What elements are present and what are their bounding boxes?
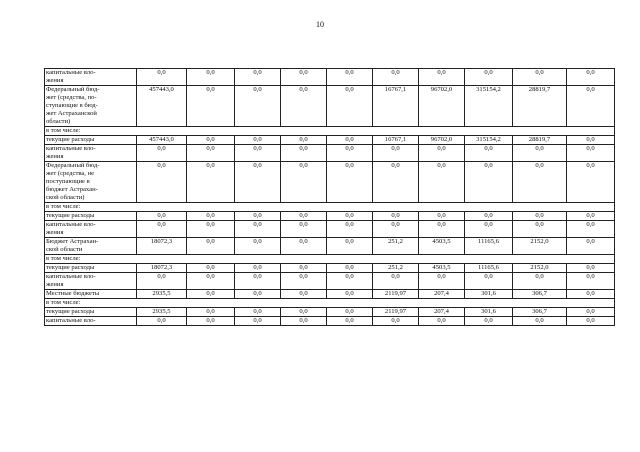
table-cell: 2935,5 [137, 308, 187, 317]
row-group-label: в том числе: [45, 299, 615, 308]
table-cell: 4503,5 [419, 264, 465, 273]
table-cell: 0,0 [281, 290, 327, 299]
row-label: Местные бюджеты [45, 290, 137, 299]
table-cell: 0,0 [465, 317, 513, 326]
table-cell: 2119,97 [373, 290, 419, 299]
table-cell: 315154,2 [465, 86, 513, 127]
table-cell: 306,7 [513, 290, 567, 299]
table-cell: 0,0 [513, 69, 567, 86]
table-cell: 0,0 [513, 221, 567, 238]
table-cell: 0,0 [235, 308, 281, 317]
table-cell: 0,0 [567, 238, 615, 255]
table-cell: 0,0 [567, 290, 615, 299]
table-cell: 0,0 [327, 86, 373, 127]
table-cell: 0,0 [419, 273, 465, 290]
table-cell: 2152,0 [513, 238, 567, 255]
table-row [45, 86, 615, 127]
row-label: Федеральный бюд- жет (средства, не поступающие в бюджет Астрахан- ской области) [45, 162, 137, 203]
table-cell: 0,0 [187, 273, 235, 290]
table-cell: 0,0 [513, 317, 567, 326]
table-row [45, 145, 615, 162]
table-cell: 0,0 [513, 212, 567, 221]
table-row [45, 308, 615, 317]
table-cell: 18072,3 [137, 238, 187, 255]
table-row [45, 221, 615, 238]
table-cell: 0,0 [235, 212, 281, 221]
table-cell: 0,0 [419, 317, 465, 326]
table-cell: 0,0 [465, 162, 513, 203]
table-cell: 2152,0 [513, 264, 567, 273]
row-label: капитальные вло- жения [45, 145, 137, 162]
row-group-label: в том числе: [45, 255, 615, 264]
row-group-label: в том числе: [45, 203, 615, 212]
table-cell: 0,0 [187, 238, 235, 255]
table-cell: 0,0 [465, 69, 513, 86]
table-cell: 0,0 [281, 212, 327, 221]
table-row [45, 317, 615, 326]
table-cell: 0,0 [327, 136, 373, 145]
row-label: Бюджет Астрахан- ской области [45, 238, 137, 255]
table-cell: 306,7 [513, 308, 567, 317]
table-cell: 0,0 [235, 136, 281, 145]
table-cell: 0,0 [327, 308, 373, 317]
table-cell: 0,0 [567, 317, 615, 326]
table-cell: 207,4 [419, 290, 465, 299]
table-cell: 457443,0 [137, 136, 187, 145]
table-cell: 0,0 [235, 317, 281, 326]
table-cell: 0,0 [419, 69, 465, 86]
page-number: 10 [316, 20, 324, 29]
table-cell: 0,0 [187, 221, 235, 238]
table-cell: 207,4 [419, 308, 465, 317]
table-cell: 0,0 [281, 238, 327, 255]
table-cell: 11165,6 [465, 238, 513, 255]
table-cell: 0,0 [373, 145, 419, 162]
table-cell: 16767,1 [373, 136, 419, 145]
table-cell: 18072,3 [137, 264, 187, 273]
table-cell: 0,0 [513, 273, 567, 290]
table-cell: 0,0 [567, 162, 615, 203]
table-cell: 0,0 [513, 145, 567, 162]
table-cell: 0,0 [567, 86, 615, 127]
table-cell: 0,0 [465, 212, 513, 221]
table-cell: 251,2 [373, 238, 419, 255]
table-cell: 0,0 [373, 273, 419, 290]
table-cell: 0,0 [567, 221, 615, 238]
table-cell: 16767,1 [373, 86, 419, 127]
table-cell: 0,0 [235, 273, 281, 290]
table-cell: 2119,97 [373, 308, 419, 317]
table-row [45, 290, 615, 299]
row-label: капитальные вло- жения [45, 221, 137, 238]
table-cell: 0,0 [281, 86, 327, 127]
table-cell: 0,0 [465, 221, 513, 238]
table-cell: 0,0 [281, 273, 327, 290]
table-cell: 0,0 [327, 317, 373, 326]
table-cell: 0,0 [281, 69, 327, 86]
table-cell: 0,0 [327, 290, 373, 299]
row-label: текущие расходы [45, 308, 137, 317]
table-cell: 0,0 [567, 264, 615, 273]
table-cell: 0,0 [235, 264, 281, 273]
table-cell: 251,2 [373, 264, 419, 273]
table-row [45, 69, 615, 86]
table-row [45, 299, 615, 308]
table-cell: 0,0 [137, 145, 187, 162]
table-cell: 0,0 [327, 221, 373, 238]
table-cell: 0,0 [373, 162, 419, 203]
table-cell: 0,0 [187, 212, 235, 221]
table-cell: 0,0 [373, 221, 419, 238]
table-row [45, 162, 615, 203]
table-cell: 0,0 [137, 273, 187, 290]
table-cell: 0,0 [327, 238, 373, 255]
table-cell: 4503,5 [419, 238, 465, 255]
table-cell: 0,0 [235, 238, 281, 255]
table-row [45, 273, 615, 290]
table-cell: 0,0 [567, 69, 615, 86]
table-cell: 0,0 [567, 308, 615, 317]
table-cell: 0,0 [465, 145, 513, 162]
table-cell: 0,0 [281, 264, 327, 273]
row-label: капитальные вло- [45, 317, 137, 326]
table-row [45, 238, 615, 255]
table-cell: 0,0 [419, 145, 465, 162]
table-cell: 0,0 [235, 69, 281, 86]
table-cell: 0,0 [137, 317, 187, 326]
table-cell: 457443,0 [137, 86, 187, 127]
table-cell: 0,0 [187, 290, 235, 299]
table-cell: 0,0 [187, 264, 235, 273]
table-cell: 0,0 [327, 273, 373, 290]
table-row [45, 264, 615, 273]
budget-table [44, 68, 615, 326]
table-cell: 0,0 [187, 69, 235, 86]
table-cell: 0,0 [567, 273, 615, 290]
table-cell: 0,0 [235, 145, 281, 162]
table-cell: 0,0 [281, 145, 327, 162]
table-cell: 0,0 [137, 69, 187, 86]
table-cell: 0,0 [281, 162, 327, 203]
table-cell: 0,0 [567, 136, 615, 145]
table-cell: 0,0 [327, 264, 373, 273]
table-cell: 96702,0 [419, 136, 465, 145]
table-cell: 0,0 [419, 162, 465, 203]
table-cell: 0,0 [373, 69, 419, 86]
table-row [45, 212, 615, 221]
table-cell: 0,0 [281, 221, 327, 238]
table-cell: 301,6 [465, 290, 513, 299]
table-cell: 301,6 [465, 308, 513, 317]
table-cell: 0,0 [137, 221, 187, 238]
row-label: текущие расходы [45, 136, 137, 145]
table-cell: 0,0 [327, 69, 373, 86]
row-label: капитальные вло- жения [45, 273, 137, 290]
table-cell: 0,0 [235, 290, 281, 299]
table-cell: 0,0 [187, 145, 235, 162]
table-cell: 0,0 [187, 317, 235, 326]
table-cell: 11165,6 [465, 264, 513, 273]
table-cell: 0,0 [235, 86, 281, 127]
table-cell: 0,0 [419, 221, 465, 238]
table-cell: 0,0 [513, 162, 567, 203]
table-cell: 28819,7 [513, 136, 567, 145]
table-cell: 0,0 [187, 308, 235, 317]
table-cell: 0,0 [327, 162, 373, 203]
table-row [45, 136, 615, 145]
table-cell: 0,0 [187, 162, 235, 203]
table-cell: 96702,0 [419, 86, 465, 127]
row-group-label: в том числе: [45, 127, 615, 136]
table-cell: 0,0 [327, 212, 373, 221]
row-label: Федеральный бюд- жет (средства, по- ступающие в бюд- жет Астраханской области) [45, 86, 137, 127]
table-cell: 0,0 [235, 162, 281, 203]
table-cell: 0,0 [281, 317, 327, 326]
table-cell: 0,0 [373, 212, 419, 221]
table-cell: 0,0 [567, 145, 615, 162]
row-label: текущие расходы [45, 212, 137, 221]
table-cell: 0,0 [235, 221, 281, 238]
table-row [45, 127, 615, 136]
table-cell: 0,0 [419, 212, 465, 221]
table-row [45, 255, 615, 264]
table-cell: 0,0 [137, 212, 187, 221]
table-cell: 0,0 [187, 136, 235, 145]
table-cell: 2935,5 [137, 290, 187, 299]
table-cell: 0,0 [373, 317, 419, 326]
table-cell: 28819,7 [513, 86, 567, 127]
table-cell: 0,0 [187, 86, 235, 127]
table-cell: 0,0 [281, 308, 327, 317]
row-label: капитальные вло- жения [45, 69, 137, 86]
table-cell: 0,0 [327, 145, 373, 162]
row-label: текущие расходы [45, 264, 137, 273]
table-row [45, 203, 615, 212]
table-cell: 0,0 [567, 212, 615, 221]
table-cell: 0,0 [281, 136, 327, 145]
table-cell: 0,0 [465, 273, 513, 290]
table-cell: 315154,2 [465, 136, 513, 145]
table-cell: 0,0 [137, 162, 187, 203]
